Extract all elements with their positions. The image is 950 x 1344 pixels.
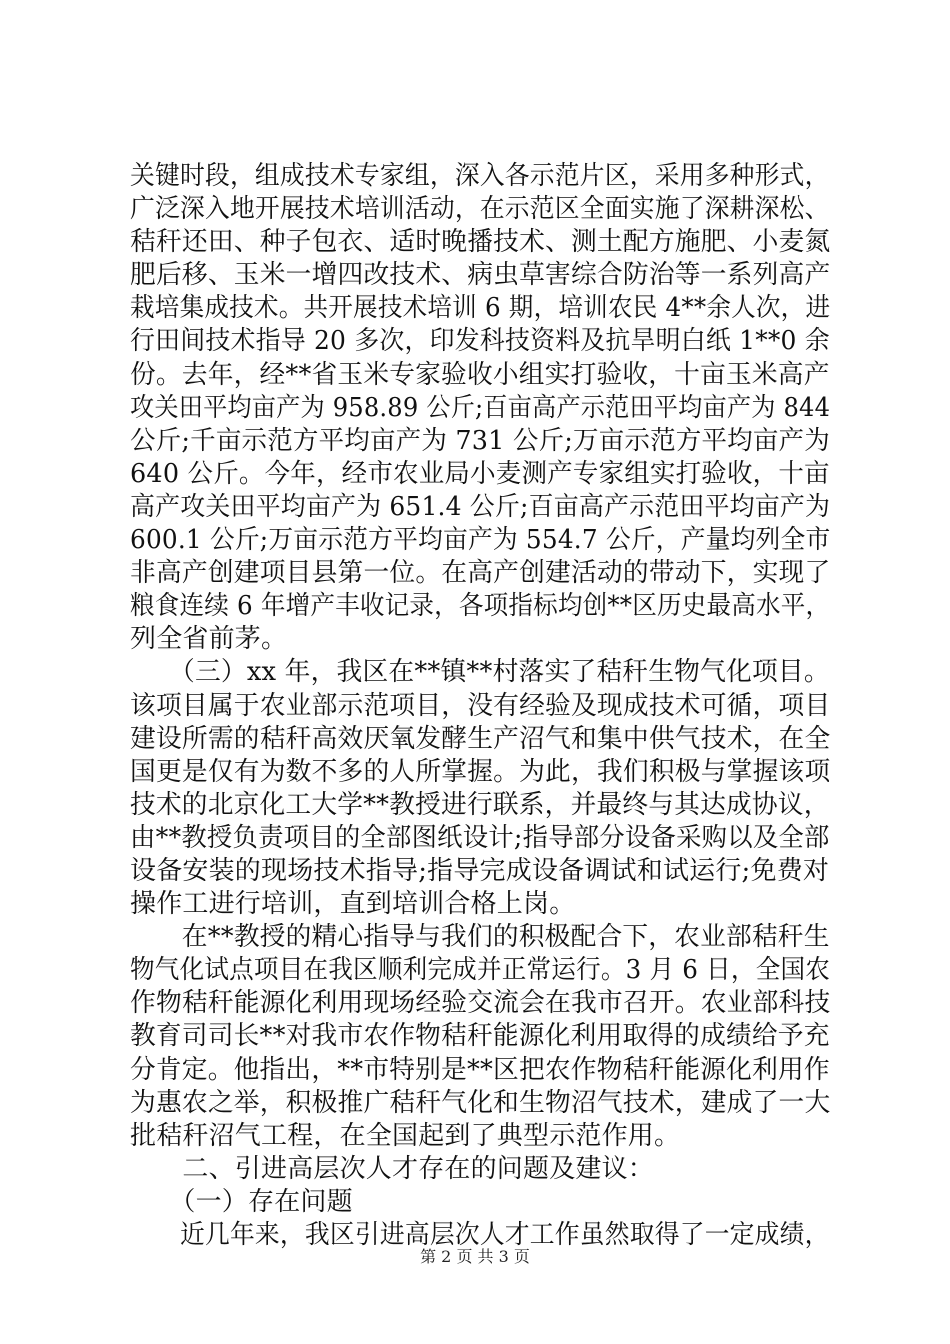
text-line: 建设所需的秸秆高效厌氧发酵生产沼气和集中供气技术，在全 <box>130 723 831 754</box>
text-line: 作物秸秆能源化利用现场经验交流会在我市召开。农业部科技 <box>130 988 831 1019</box>
text-line: 由**教授负责项目的全部图纸设计;指导部分设备采购以及全部 <box>130 822 830 853</box>
text-line: 广泛深入地开展技术培训活动，在示范区全面实施了深耕深松、 <box>130 194 830 225</box>
text-line: 攻关田平均亩产为 958.89 公斤;百亩高产示范田平均亩产为 844 <box>130 392 831 423</box>
text-line: 粮食连续 6 年增产丰收记录，各项指标均创**区历史最高水平， <box>130 591 831 622</box>
text-line: 600.1 公斤;万亩示范方平均亩产为 554.7 公斤，产量均列全市 <box>130 525 831 556</box>
text-line: 份。去年，经**省玉米专家验收小组实打验收，十亩玉米高产 <box>130 359 830 390</box>
text-line: 肥后移、玉米一增四改技术、病虫草害综合防治等一系列高产 <box>130 260 831 291</box>
text-line: 分肯定。他指出，**市特别是**区把农作物秸秆能源化利用作 <box>130 1054 830 1085</box>
text-line: 为惠农之举，积极推广秸秆气化和生物沼气技术，建成了一大 <box>130 1087 831 1118</box>
text-line: 物气化试点项目在我区顺利完成并正常运行。3 月 6 日，全国农 <box>130 955 831 986</box>
text-line: （一）存在问题 <box>130 1186 353 1217</box>
text-line: 技术的北京化工大学**教授进行联系，并最终与其达成协议， <box>130 789 830 820</box>
page-footer: 第 2 页 共 3 页 <box>420 1247 530 1266</box>
text-line: 列全省前茅。 <box>130 624 288 655</box>
text-line: 设备安装的现场技术指导;指导完成设备调试和试运行;免费对 <box>130 855 830 886</box>
text-line: 批秸秆沼气工程，在全国起到了典型示范作用。 <box>130 1120 681 1151</box>
body-text <box>130 160 830 1252</box>
text-line: 在**教授的精心指导与我们的积极配合下，农业部秸秆生 <box>130 922 830 953</box>
text-line: 该项目属于农业部示范项目，没有经验及现成技术可循，项目 <box>130 690 831 721</box>
text-line: 操作工进行培训，直到培训合格上岗。 <box>130 889 576 920</box>
text-line: 640 公斤。今年，经市农业局小麦测产专家组实打验收，十亩 <box>130 458 830 489</box>
text-line: 秸秆还田、种子包衣、适时晚播技术、测土配方施肥、小麦氮 <box>130 227 831 258</box>
text-line: 近几年来，我区引进高层次人才工作虽然取得了一定成绩， <box>130 1220 830 1250</box>
text-line: 行田间技术指导 20 多次，印发科技资料及抗旱明白纸 1**0 余 <box>130 326 830 357</box>
text-line: 高产攻关田平均亩产为 651.4 公斤;百亩高产示范田平均亩产为 <box>130 491 831 522</box>
text-line: 关键时段，组成技术专家组，深入各示范片区，采用多种形式， <box>130 161 830 191</box>
text-line: （三）xx 年，我区在**镇**村落实了秸秆生物气化项目。 <box>130 657 830 688</box>
text-line: 国更是仅有为数不多的人所掌握。为此，我们积极与掌握该项 <box>130 756 831 787</box>
text-line: 教育司司长**对我市农作物秸秆能源化利用取得的成绩给予充 <box>130 1021 830 1052</box>
text-line: 栽培集成技术。共开展技术培训 6 期，培训农民 4**余人次，进 <box>130 293 831 324</box>
text-line: 二、引进高层次人才存在的问题及建议： <box>130 1153 655 1184</box>
text-line: 非高产创建项目县第一位。在高产创建活动的带动下，实现了 <box>130 558 831 589</box>
text-line: 公斤;千亩示范方平均亩产为 731 公斤;万亩示范方平均亩产为 <box>130 425 830 456</box>
